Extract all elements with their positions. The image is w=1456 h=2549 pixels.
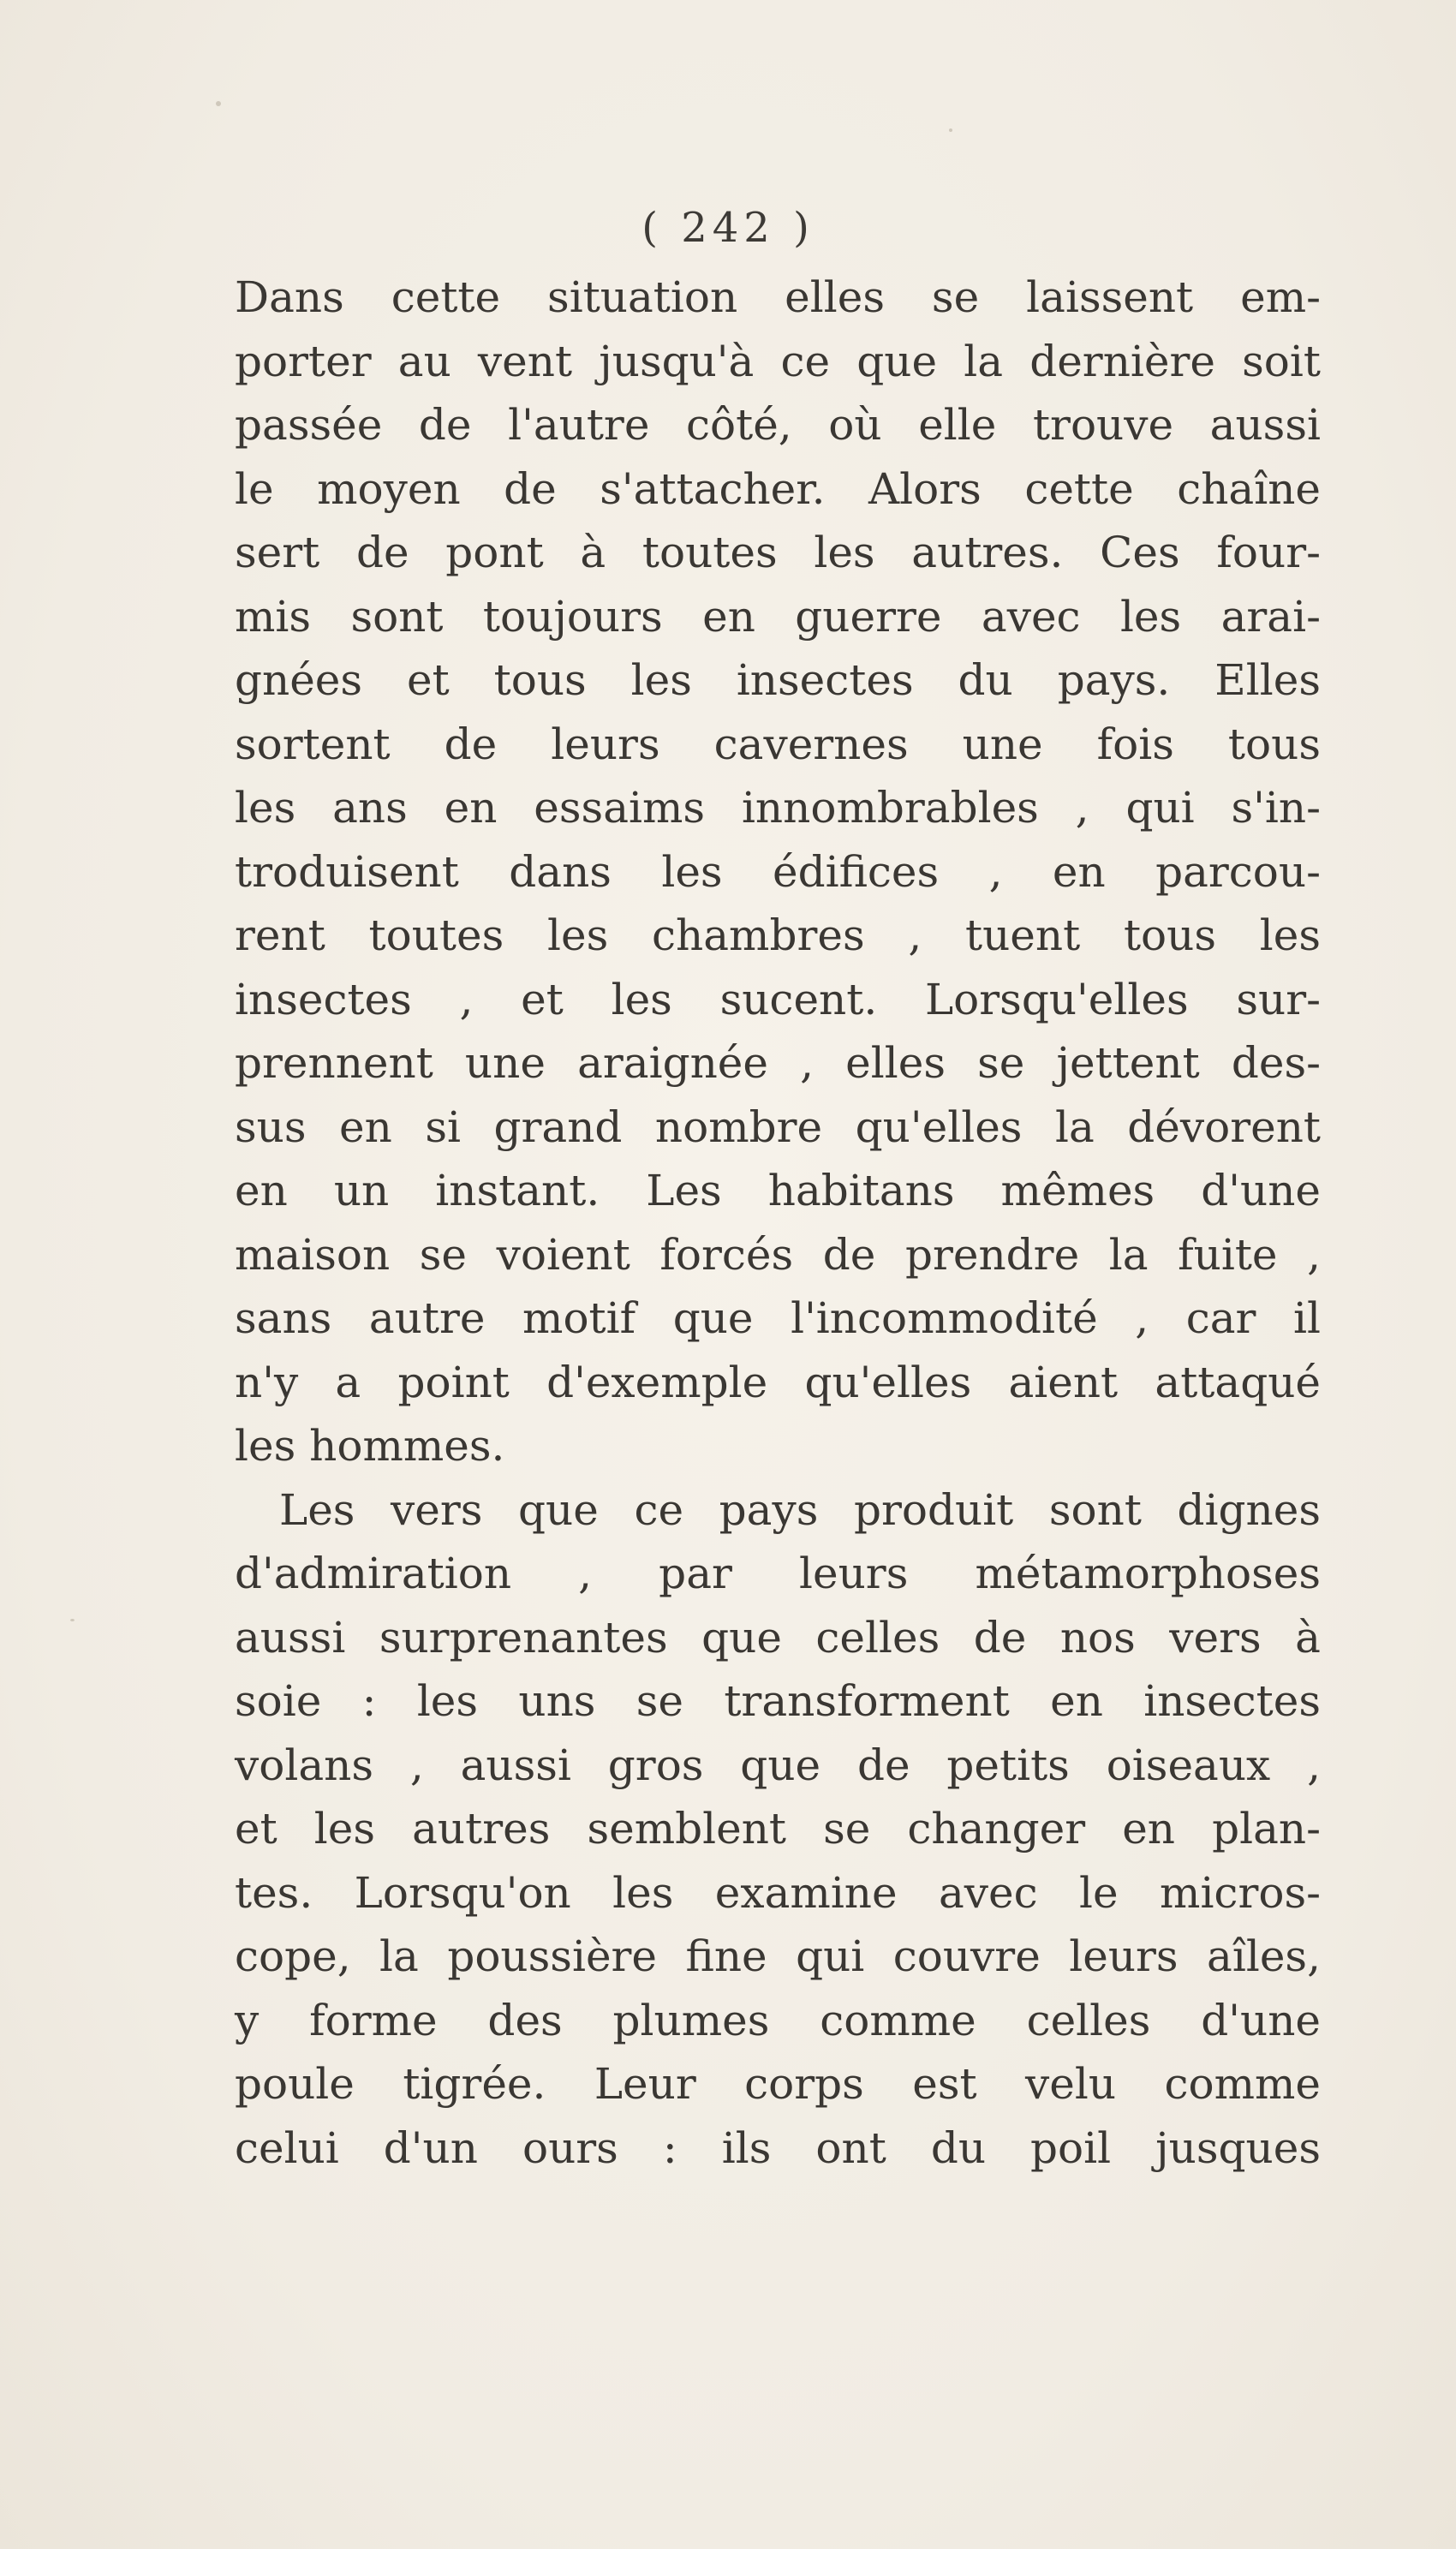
text-line: sert de pont à toutes les autres. Ces four- [235,528,1321,577]
text-line: les ans en essaims innombrables , qui s'in- [235,783,1321,833]
text-line: sus en si grand nombre qu'elles la dévorent [235,1101,1321,1152]
page-number: ( 242 ) [641,204,815,252]
text-line: y forme des plumes comme celles d'une [235,1995,1321,2045]
text-line: n'y a point d'exemple qu'elles aient attaqué [235,1357,1321,1407]
text-line: les hommes. [235,1421,505,1471]
text-line: poule tigrée. Leur corps est velu comme [235,2059,1321,2109]
text-line: Dans cette situation elles se laissent em- [235,272,1321,322]
text-line: insectes , et les sucent. Lorsqu'elles sur- [235,974,1321,1024]
text-line: prennent une araignée , elles se jettent des- [235,1038,1321,1088]
text-line: en un instant. Les habitans mêmes d'une [235,1166,1321,1215]
text-line: porter au vent jusqu'à ce que la dernière soit [235,336,1321,386]
text-line: soie : les uns se transforment en insectes [235,1676,1321,1726]
text-line: rent toutes les chambres , tuent tous les [235,910,1321,960]
text-line: maison se voient forcés de prendre la fuite , [235,1229,1321,1280]
text-line: mis sont toujours en guerre avec les arai- [235,591,1321,642]
text-line: le moyen de s'attacher. Alors cette chaîne [235,463,1321,514]
paper-speck [949,128,952,132]
text-line: Les vers que ce pays produit sont dignes [279,1484,1321,1535]
text-line: aussi surprenantes que celles de nos vers à [235,1612,1321,1663]
text-line: d'admiration , par leurs métamorphoses [235,1549,1321,1598]
paper-speck [216,101,221,106]
text-line: cope, la poussière fine qui couvre leurs aîles, [235,1931,1321,1981]
text-line: et les autres semblent se changer en plan- [235,1804,1321,1854]
text-line: tes. Lorsqu'on les examine avec le micros- [235,1867,1321,1918]
text-line: celui d'un ours : ils ont du poil jusques [235,2122,1321,2173]
text-line: volans , aussi gros que de petits oiseaux , [235,1740,1321,1790]
text-line: sortent de leurs cavernes une fois tous [235,719,1321,769]
text-line: troduisent dans les édifices , en parcou- [235,846,1321,897]
paper-speck [70,1619,75,1621]
text-line: sans autre motif que l'incommodité , car il [235,1293,1321,1343]
body-text [235,266,1321,2180]
text-line: passée de l'autre côté, où elle trouve aussi [235,400,1321,450]
text-line: gnées et tous les insectes du pays. Elles [235,655,1321,705]
